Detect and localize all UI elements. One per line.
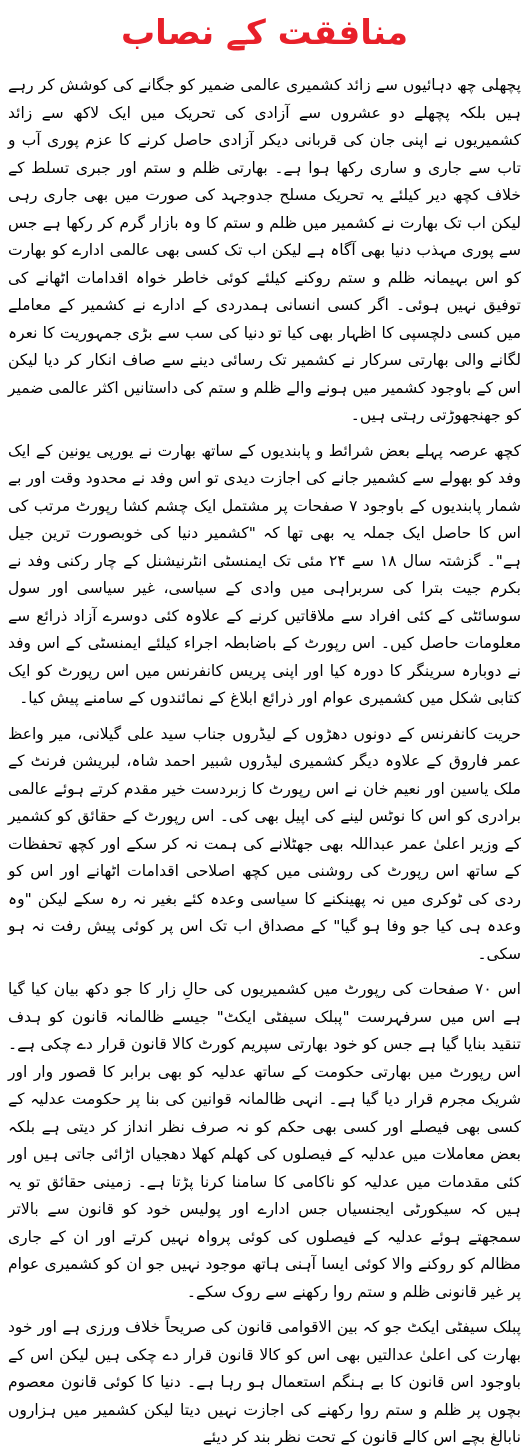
article-paragraph-3: حریت کانفرنس کے دونوں دھڑوں کے لیڈروں جناب سید علی گیلانی، میر واعظ عمر فاروق کے علاوہ دیگر کشمیری لیڈروں شبیر احمد شاہ، لبریشن فرنٹ کے ملک یاسین اور نعیم خان نے اس رپورٹ کا زبردست خیر مقدم کرتے ہوئے عالمی برادری کو اس کا نوٹس لینے کی اپیل بھی کی۔ اس رپورٹ کے حقائق کو کشمیر کے وزیر اعلیٰ عمر عبداللہ بھی جھٹلانے کی ہمت نہ کر سکے اور کچھ تحفظات کے ساتھ اس رپورٹ کی روشنی میں کچھ اصلاحی اقدامات اٹھانے اور اس کو ردی کی ٹوکری میں نہ پھینکنے کا سیاسی وعدہ کئے بغیر نہ رہ سکے لیکن "وہ وعدہ ہی کیا جو وفا ہو گیا" کے مصداق اب تک اس پر کوئی پیش رفت نہ ہو سکی۔ xyxy=(8,724,521,963)
article-paragraph-1: پچھلی چھ دہائیوں سے زائد کشمیری عالمی ضمیر کو جگانے کی کوشش کر رہے ہیں بلکہ پچھلے دو عشروں سے آزادی کی تحریک میں ایک لاکھ سے زائد کشمیریوں نے اپنی جان کی قربانی دیکر آزادی حاصل کرنے کا عزم پوری آب و تاب سے جاری و ساری رکھا ہوا ہے۔ بھارتی ظلم و ستم اور جبری تسلط کے خلاف کچھ دیر کیلئے یہ تحریک مسلح جدوجہد کی صورت میں بھی جاری رہی لیکن اب تک بھارت نے کشمیر میں ظلم و ستم کا وہ بازار گرم کر رکھا ہے جس سے پوری مہذب دنیا بھی آگاہ ہے لیکن اب تک کسی بھی عالمی ادارے کو بھارت کو اس بہیمانہ ظلم و ستم روکنے کیلئے کوئی خاطر خواہ اقدامات اٹھانے کی توفیق نہیں ہوئی۔ اگر کسی انسانی ہمدردی کے ادارے نے کشمیر کے معاملے میں کسی دلچسپی کا اظہار بھی کیا تو دنیا کی سب سے بڑی جمہوریت کا نعرہ لگانے والی بھارتی سرکار نے کشمیر تک رسائی دینے سے صاف انکار کر دیا لیکن اس کے باوجود کشمیر میں ہونے والے ظلم و ستم کی داستانیں اکثر عالمی ضمیر کو جھنجھوڑتی رہتی ہیں۔ xyxy=(8,76,521,424)
article-paragraph-5: پبلک سیفٹی ایکٹ جو کہ بین الاقوامی قانون کی صریحاً خلاف ورزی ہے اور خود بھارت کی اعلیٰ عدالتیں بھی اس کو کالا قانون قرار دے چکی ہیں لیکن اس کے باوجود اس قانون کا بے ہنگم استعمال ہو رہا ہے۔ دنیا کا کوئی قانون معصوم بچوں پر ظلم و ستم روا رکھنے کی اجازت نہیں دیتا لیکن کشمیر میں ہزاروں نابالغ بچے اس کالے قانون کے تحت نظر بند کر دیئے xyxy=(8,1318,521,1446)
article-paragraph-4: اس ۷۰ صفحات کی رپورٹ میں کشمیریوں کی حالِ زار کا جو دکھ بیان کیا گیا ہے اس میں سرفہرست "پبلک سیفٹی ایکٹ" جیسے ظالمانہ قانون کو ہدف تنقید بنایا گیا ہے جس کو خود بھارتی سپریم کورٹ کالا قانون قرار دے چکی ہے۔ اس رپورٹ میں بھارتی حکومت کے ساتھ عدلیہ کو بھی برابر کا قصور وار اور شریک مجرم قرار دیا گیا ہے۔ انہی ظالمانہ قوانین کی بنا پر حکومت عدلیہ کے کسی بھی فیصلے اور کسی بھی حکم کو نہ صرف نظر انداز کر دیتی ہے بلکہ بعض معاملات میں عدلیہ کے فیصلوں کی کھلم کھلا دھجیاں اڑائی جاتی ہیں اور کئی مقدمات میں عدلیہ کو ناکامی کا سامنا کرنا پڑتا ہے۔ زمینی حقائق تو یہ ہیں کہ سیکورٹی ایجنسیاں جس ادارے اور پولیس خود کو قانون سے بالاتر سمجھتے ہوئے عدلیہ کے فیصلوں کی کوئی پرواہ نہیں کرتے اور ان کے جاری مظالم کو روکنے والا کوئی ایسا آہنی ہاتھ موجود نہیں جو ان کو کشمیری عوام پر غیر قانونی ظلم و ستم روا رکھنے سے روک سکے۔ xyxy=(8,980,521,1301)
article-title: منافقت کے نصاب xyxy=(121,13,408,53)
article-paragraph-2: کچھ عرصہ پہلے بعض شرائط و پابندیوں کے ساتھ بھارت نے یورپی یونین کے ایک وفد کو بھولے سے کشمیر جانے کی اجازت دیدی تو اس وفد نے محدود وقت اور بے شمار پابندیوں کے باوجود ۷ صفحات پر مشتمل ایک چشم کشا رپورٹ مرتب کی اس کا حاصل ایک جملہ یہ بھی تھا کہ "کشمیر دنیا کی خوبصورت ترین جیل ہے"۔ گزشتہ سال ۱۸ سے ۲۴ مئی تک ایمنسٹی انٹرنیشنل کے چار رکنی وفد نے بکرم جیت بترا کی سربراہی میں وادی کے سیاسی، غیر سیاسی اور سول سوسائٹی کے کئی افراد سے ملاقاتیں کرنے کے علاوہ کئی دوسرے آزاد ذرائع سے معلومات حاصل کیں۔ اس رپورٹ کے باضابطہ اجراء کیلئے ایمنسٹی کے اس وفد نے دوبارہ سرینگر کا دورہ کیا اور اپنی پریس کانفرنس میں اس رپورٹ کو ایک کتابی شکل میں کشمیری عوام اور ذرائع ابلاغ کے نمائندوں کے سامنے پیش کیا۔ xyxy=(8,441,521,707)
